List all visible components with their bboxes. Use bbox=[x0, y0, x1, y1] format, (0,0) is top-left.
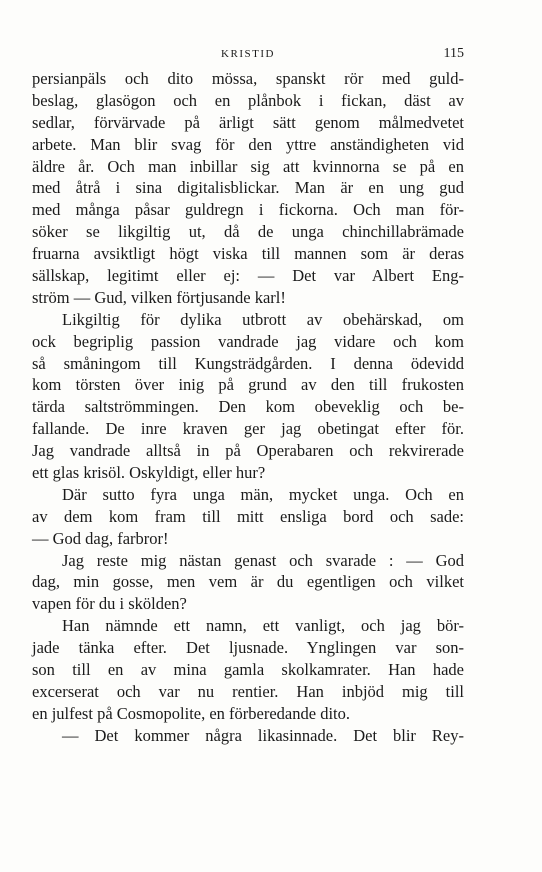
text-line: persianpäls och dito mössa, spanskt rör med guld- bbox=[32, 69, 464, 88]
text-line: så småningom till Kungsträdgården. I denna ödevidd bbox=[32, 353, 464, 373]
text-line: med åtrå i sina digitalisblickar. Man är en ung gud bbox=[32, 178, 464, 198]
text-line: Där sutto fyra unga män, mycket unga. Och en bbox=[62, 484, 464, 504]
running-head bbox=[32, 44, 464, 64]
text-line: son till en av mina gamla skolkamrater. Han hade bbox=[32, 660, 464, 680]
text-line: äldre år. Och man inbillar sig att kvinnorna se på en bbox=[32, 156, 464, 176]
text-line: tärda saltströmmingen. Den kom obeveklig och be- bbox=[32, 397, 464, 417]
text-line: Likgiltig för dylika utbrott av obehärskad, om bbox=[62, 309, 464, 329]
text-line: jade tänka efter. Det ljusnade. Ynglingen var son- bbox=[32, 638, 464, 658]
text-line: av dem kom fram till mitt ensliga bord och sade: bbox=[32, 506, 464, 526]
text-line: — God dag, farbror! bbox=[32, 528, 169, 548]
text-line: kom törsten över inig på grund av den till frukosten bbox=[32, 375, 464, 395]
text-line: beslag, glasögon och en plånbok i fickan, däst av bbox=[32, 90, 464, 110]
text-line: excerserat och var nu rentier. Han inbjöd mig till bbox=[32, 681, 464, 701]
text-line: fruarna avsiktligt högt viska till mannen som är deras bbox=[32, 244, 464, 264]
text-line: söker se likgiltig ut, då de unga chinchillabrämade bbox=[32, 222, 464, 242]
text-line: vapen för du i skölden? bbox=[32, 594, 187, 614]
text-line: arbete. Man blir svag för den yttre anständigheten vid bbox=[32, 134, 464, 154]
text-line: — Det kommer några likasinnade. Det blir Rey- bbox=[62, 725, 464, 745]
text-line: Jag vandrade alltså in på Operabaren och rekvirerade bbox=[32, 441, 464, 461]
body-text bbox=[32, 68, 464, 747]
text-line: dag, min gosse, men vem är du egentligen och vilket bbox=[32, 572, 464, 592]
page-number: 115 bbox=[443, 46, 464, 61]
text-line: ström — Gud, vilken förtjusande karl! bbox=[32, 287, 286, 307]
text-line: fallande. De inre kraven ger jag obetingat efter för. bbox=[32, 419, 464, 439]
text-line: ett glas krisöl. Oskyldigt, eller hur? bbox=[32, 463, 266, 483]
text-line: Han nämnde ett namn, ett vanligt, och jag bör- bbox=[62, 616, 464, 636]
text-line: ock begriplig passion vandrade jag vidare och kom bbox=[32, 331, 464, 351]
text-line: sedlar, förvärvade på ärligt sätt genom målmedvetet bbox=[32, 112, 464, 132]
text-line: en julfest på Cosmopolite, en förberedande dito. bbox=[32, 703, 350, 723]
text-line: med många påsar guldregn i fickorna. Och man för- bbox=[32, 200, 464, 220]
running-title: KRISTID bbox=[221, 48, 275, 60]
text-line: Jag reste mig nästan genast och svarade : — God bbox=[62, 550, 464, 570]
text-line: sällskap, legitimt eller ej: — Det var Albert Eng- bbox=[32, 266, 464, 286]
